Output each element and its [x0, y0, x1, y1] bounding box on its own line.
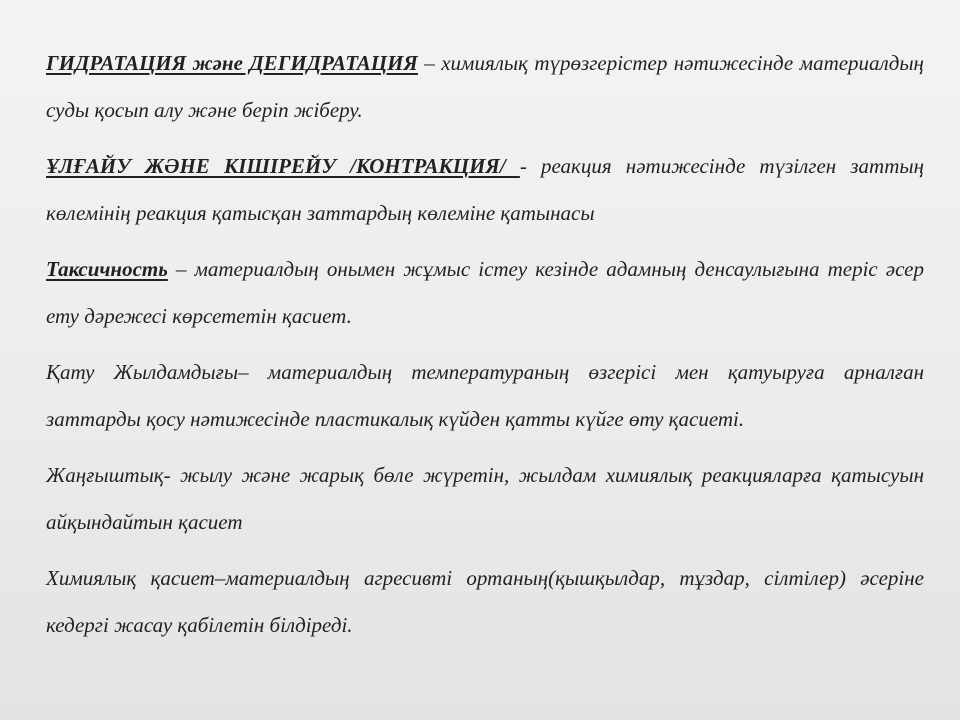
- definition-toxicity: [46, 246, 924, 340]
- definition-flammability: [46, 452, 924, 546]
- term-hydration: ГИДРАТАЦИЯ және ДЕГИДРАТАЦИЯ: [46, 51, 418, 75]
- definition-hydration: [46, 40, 924, 134]
- definition-setting-speed-text: – материалдың температураның өзгерісі мен қатуыруға арналған заттарды қосу нәтижесінде пластикалық күйден қатты күйге өту қасиеті.: [46, 360, 925, 431]
- term-expansion: ҰЛҒАЙУ ЖӘНЕ КІШІРЕЙУ /КОНТРАКЦИЯ/: [46, 154, 520, 178]
- term-setting-speed: Қату Жылдамдығы: [46, 360, 239, 384]
- definition-hydration-text: – химиялық түрөзгерістер нәтижесінде материалдың суды қосып алу және беріп жіберу.: [46, 51, 924, 122]
- term-toxicity: Таксичность: [46, 257, 168, 281]
- term-flammability: Жаңғыштық: [46, 463, 164, 487]
- definition-chemical-property-text: –материалдың агресивті ортаның(қышқылдар, тұздар, сілтілер) әсеріне кедергі жасау қабілетін білдіреді.: [46, 566, 924, 637]
- definition-setting-speed: [46, 349, 924, 443]
- definition-expansion: [46, 143, 924, 237]
- definition-flammability-text: - жылу және жарық бөле жүретін, жылдам химиялық реакцияларға қатысуын айқындайтын қасиет: [46, 463, 924, 534]
- definition-toxicity-text: – материалдың онымен жұмыс істеу кезінде адамның денсаулығына теріс әсер ету дәрежесі көрсететін қасиет.: [46, 257, 924, 328]
- definition-expansion-text: - реакция нәтижесінде түзілген заттың көлемінің реакция қатысқан заттардың көлеміне қатынасы: [46, 154, 924, 225]
- definition-chemical-property: [46, 555, 924, 649]
- term-chemical-property: Химиялық қасиет: [46, 566, 215, 590]
